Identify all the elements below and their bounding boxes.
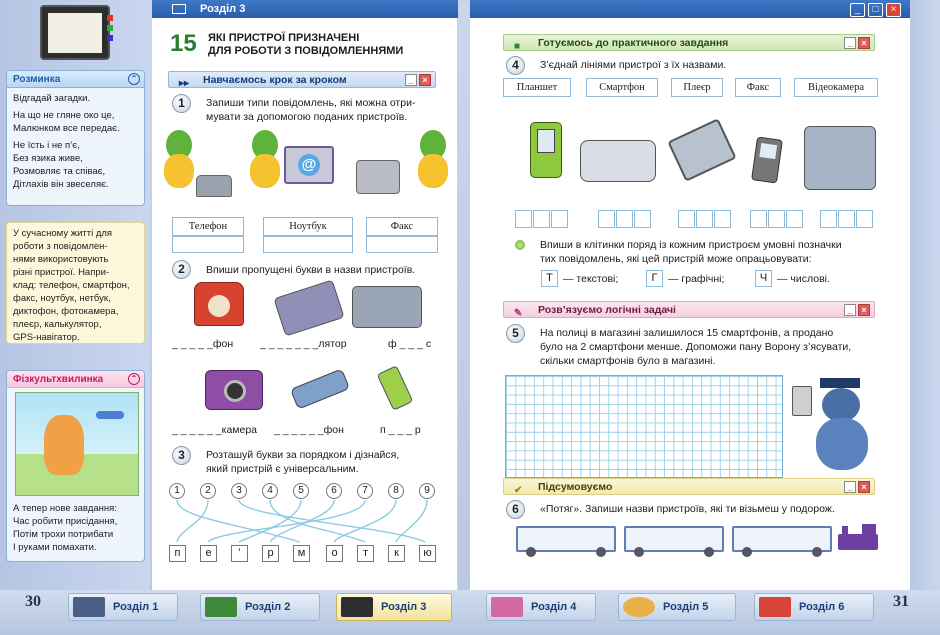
parrot-illustration xyxy=(414,130,454,190)
square-bullet-icon: ■ xyxy=(514,41,521,52)
task-text: Розташуй букви за порядком і дізнайся, xyxy=(206,449,400,461)
laptop-icon xyxy=(73,597,105,617)
train-wagon[interactable] xyxy=(624,526,724,552)
lesson-number: 15 xyxy=(170,30,197,57)
order-number: 2 xyxy=(200,483,216,499)
warmup-title: Розминка xyxy=(13,74,61,85)
fax-device-image xyxy=(804,126,876,190)
tab-section-2[interactable] xyxy=(200,593,320,621)
calculator-icon xyxy=(792,386,812,416)
info-line: GPS-навігатор. xyxy=(13,332,80,343)
minimize-icon[interactable]: _ xyxy=(844,481,856,493)
exercise-line: А тепер нове завдання: xyxy=(13,503,117,514)
letter-box: о xyxy=(326,545,343,562)
info-line: роботи з повідомлен- xyxy=(13,241,108,252)
strip-title: Розв’язуємо логічні задачі xyxy=(538,304,676,316)
close-icon[interactable]: × xyxy=(858,481,870,493)
collapse-icon[interactable]: ⌃ xyxy=(128,73,140,85)
close-icon[interactable]: × xyxy=(419,74,431,86)
page-number: 30 xyxy=(25,593,41,610)
tab-label: Розділ 6 xyxy=(799,601,845,613)
organizer-icon xyxy=(341,597,373,617)
warmup-line: Малюнком все передає. xyxy=(13,123,120,134)
parrot-illustration xyxy=(246,130,286,190)
green-bullet-icon xyxy=(515,240,525,250)
order-number: 8 xyxy=(388,483,404,499)
mark-cell[interactable] xyxy=(820,210,837,228)
legend-text: — числові. xyxy=(777,273,830,285)
summary-strip[interactable] xyxy=(503,478,875,495)
practical-strip[interactable] xyxy=(503,34,875,51)
warmup-header[interactable] xyxy=(7,71,144,88)
telephone-image xyxy=(196,175,232,197)
task-text: який пристрій є універсальним. xyxy=(206,463,359,475)
mark-cell[interactable] xyxy=(786,210,803,228)
minimize-icon[interactable]: _ xyxy=(850,3,865,17)
device-label: Телефон xyxy=(172,217,244,236)
right-margin xyxy=(910,0,940,590)
minimize-icon[interactable]: _ xyxy=(844,304,856,316)
tab-label: Розділ 1 xyxy=(113,601,159,613)
task-text: «Потяг». Запиши назви пристроїв, які ти візьмеш у подорож. xyxy=(540,503,835,515)
info-line: плеєр, калькулятор, xyxy=(13,319,102,330)
mark-cell[interactable] xyxy=(598,210,615,228)
tab-section-1[interactable] xyxy=(68,593,178,621)
mp3-player-image xyxy=(530,122,562,178)
laptop-image xyxy=(284,146,334,184)
task-number: 1 xyxy=(172,94,191,113)
device-name-label: Відеокамера xyxy=(794,78,878,97)
warmup-line: Не їсть і не п’є, xyxy=(13,140,80,151)
answer-field[interactable] xyxy=(366,236,438,253)
exercise-line: І руками помахати. xyxy=(13,542,97,553)
section-icon xyxy=(172,4,186,14)
exercise-title: Фізкультхвилинка xyxy=(13,374,104,385)
mark-cell[interactable] xyxy=(678,210,695,228)
word-blank: _ _ _ _ _ _ _лятор xyxy=(260,338,347,350)
circuit-board-icon xyxy=(205,597,237,617)
mark-cell[interactable] xyxy=(616,210,633,228)
tab-section-5[interactable] xyxy=(618,593,736,621)
lesson-title-line: ЯКІ ПРИСТРОЇ ПРИЗНАЧЕНІ xyxy=(208,32,360,44)
learn-steps-strip[interactable] xyxy=(168,71,436,88)
task-text: тих повідомлень, які цей пристрій може опрацьовувати: xyxy=(540,253,812,265)
tab-label: Розділ 3 xyxy=(381,601,427,613)
lesson-title-line: ДЛЯ РОБОТИ З ПОВІДОМЛЕННЯМИ xyxy=(208,45,404,57)
word-blank: _ _ _ _ _фон xyxy=(172,338,234,350)
strip-title: Готуємось до практичного завдання xyxy=(538,37,729,49)
info-line: різні пристрої. Напри- xyxy=(13,267,110,278)
strip-title: Підсумовуємо xyxy=(538,481,613,493)
task-text: На полиці в магазині залишилося 15 смартфонів, а продано xyxy=(540,327,834,339)
task-text: З’єднай лініями пристрої з їх назвами. xyxy=(540,59,727,71)
videocamera-image xyxy=(580,140,656,182)
tab-section-4[interactable] xyxy=(486,593,596,621)
section-title-bar xyxy=(152,0,458,18)
maximize-icon[interactable]: □ xyxy=(868,3,883,17)
puzzle-icon xyxy=(491,597,523,617)
tab-section-3[interactable] xyxy=(336,593,452,621)
exercise-box xyxy=(6,370,145,562)
train-wagon[interactable] xyxy=(732,526,832,552)
kitten-figure xyxy=(44,415,84,475)
order-number: 7 xyxy=(357,483,373,499)
strip-title: Навчаємось крок за кроком xyxy=(203,74,347,86)
word-blank: _ _ _ _ _ _фон xyxy=(274,424,344,436)
tab-section-6[interactable] xyxy=(754,593,874,621)
warmup-box xyxy=(6,70,145,206)
legend-key: Г xyxy=(646,270,663,287)
word-blank: _ _ _ _ _ _камера xyxy=(172,424,258,436)
close-icon[interactable]: × xyxy=(858,37,870,49)
warmup-line: Розмовляє та співає, xyxy=(13,166,106,177)
mark-cell[interactable] xyxy=(533,210,550,228)
mark-cell[interactable] xyxy=(768,210,785,228)
exercise-line: Потім трохи потрибати xyxy=(13,529,114,540)
task-number: 3 xyxy=(172,446,191,465)
info-line: факс, ноутбук, нетбук, xyxy=(13,293,111,304)
close-icon[interactable]: × xyxy=(858,304,870,316)
order-number: 3 xyxy=(231,483,247,499)
answer-field[interactable] xyxy=(263,236,353,253)
task-text: Впиши пропущені букви в назви пристроїв. xyxy=(206,264,416,276)
legend-key: Т xyxy=(541,270,558,287)
parrot-illustration xyxy=(160,130,200,190)
fax-image xyxy=(356,160,400,194)
collapse-icon[interactable]: ⌃ xyxy=(128,373,140,385)
word-blank: ф _ _ _ с xyxy=(388,338,432,350)
fax-machine-image xyxy=(352,286,422,328)
mark-cell[interactable] xyxy=(856,210,873,228)
locomotive-icon xyxy=(838,524,878,554)
pencil-icon: ✎ xyxy=(514,308,523,319)
window-title-bar xyxy=(470,0,910,18)
page-number: 31 xyxy=(893,593,909,610)
tab-label: Розділ 5 xyxy=(663,601,709,613)
minimize-icon[interactable]: _ xyxy=(844,37,856,49)
raven-illustration xyxy=(792,378,882,474)
answer-field[interactable] xyxy=(172,236,244,253)
tab-label: Розділ 4 xyxy=(531,601,577,613)
legend-key: Ч xyxy=(755,270,772,287)
device-name-label: Плеєр xyxy=(671,78,723,97)
warmup-line: Відгадай загадки. xyxy=(13,93,91,104)
info-line: нями використовують xyxy=(13,254,109,265)
task-number: 2 xyxy=(172,260,191,279)
mark-cell[interactable] xyxy=(696,210,713,228)
letter-box: ’ xyxy=(231,545,248,562)
letter-box: р xyxy=(262,545,279,562)
letter-box: п xyxy=(169,545,186,562)
close-icon[interactable]: × xyxy=(886,3,901,17)
fast-forward-icon: ▸▸ xyxy=(179,78,190,89)
rotary-phone-image xyxy=(194,282,244,326)
mark-cell[interactable] xyxy=(838,210,855,228)
mark-cell[interactable] xyxy=(750,210,767,228)
minimize-icon[interactable]: _ xyxy=(405,74,417,86)
mark-cell[interactable] xyxy=(515,210,532,228)
organizer-icon xyxy=(40,5,110,60)
blocks-icon xyxy=(759,597,791,617)
order-number: 5 xyxy=(293,483,309,499)
order-number: 1 xyxy=(169,483,185,499)
camera-image xyxy=(205,370,263,410)
mark-cell[interactable] xyxy=(551,210,568,228)
dragonfly-figure xyxy=(96,411,124,419)
task-text: мувати за допомогою поданих пристроїв. xyxy=(206,111,408,123)
train-wagon[interactable] xyxy=(516,526,616,552)
device-label: Ноутбук xyxy=(263,217,353,236)
legend-text: — графічні; xyxy=(668,273,725,285)
info-line: У сучасному житті для xyxy=(13,228,113,239)
palette-icon xyxy=(623,597,655,617)
device-name-label: Смартфон xyxy=(586,78,658,97)
answer-grid[interactable] xyxy=(505,375,783,478)
letter-box: м xyxy=(293,545,310,562)
info-line: диктофон, фотокамера, xyxy=(13,306,119,317)
info-box xyxy=(6,222,145,344)
word-blank: п _ _ _ р xyxy=(380,424,421,436)
task-number: 6 xyxy=(506,500,525,519)
task-text: Впиши в клітинки поряд із кожним пристроєм умовні позначки xyxy=(540,239,842,251)
task-text: скільки смартфонів було в магазині. xyxy=(540,355,716,367)
task-number: 4 xyxy=(506,56,525,75)
warmup-line: Без язика живе, xyxy=(13,153,83,164)
mark-cell[interactable] xyxy=(634,210,651,228)
order-number: 4 xyxy=(262,483,278,499)
section-title: Розділ 3 xyxy=(200,3,246,15)
letter-box: к xyxy=(388,545,405,562)
tab-label: Розділ 2 xyxy=(245,601,291,613)
exercise-header[interactable] xyxy=(7,371,144,388)
mark-cell[interactable] xyxy=(714,210,731,228)
task-text: було на 2 смартфони менше. Допоможи пану Ворону з’ясувати, xyxy=(540,341,852,353)
exercise-line: Час робити присідання, xyxy=(13,516,118,527)
warmup-line: Дітлахів він звеселяє. xyxy=(13,179,109,190)
exercise-picture xyxy=(15,392,139,496)
checkmark-icon: ✔ xyxy=(514,485,523,496)
order-number: 6 xyxy=(326,483,342,499)
info-line: клад: телефон, смартфон, xyxy=(13,280,130,291)
task-text: Запиши типи повідомлень, які можна отри- xyxy=(206,97,416,109)
logic-tasks-strip[interactable] xyxy=(503,301,875,318)
task-number: 5 xyxy=(506,324,525,343)
letter-box: е xyxy=(200,545,217,562)
letter-box: т xyxy=(357,545,374,562)
letter-box: ю xyxy=(419,545,436,562)
warmup-line: На що не гляне око це, xyxy=(13,110,115,121)
order-number: 9 xyxy=(419,483,435,499)
connecting-lines xyxy=(160,498,450,546)
device-name-label: Планшет xyxy=(503,78,571,97)
device-label: Факс xyxy=(366,217,438,236)
at-sign-icon: @ xyxy=(298,154,320,176)
legend-text: — текстові; xyxy=(563,273,619,285)
device-name-label: Факс xyxy=(735,78,781,97)
